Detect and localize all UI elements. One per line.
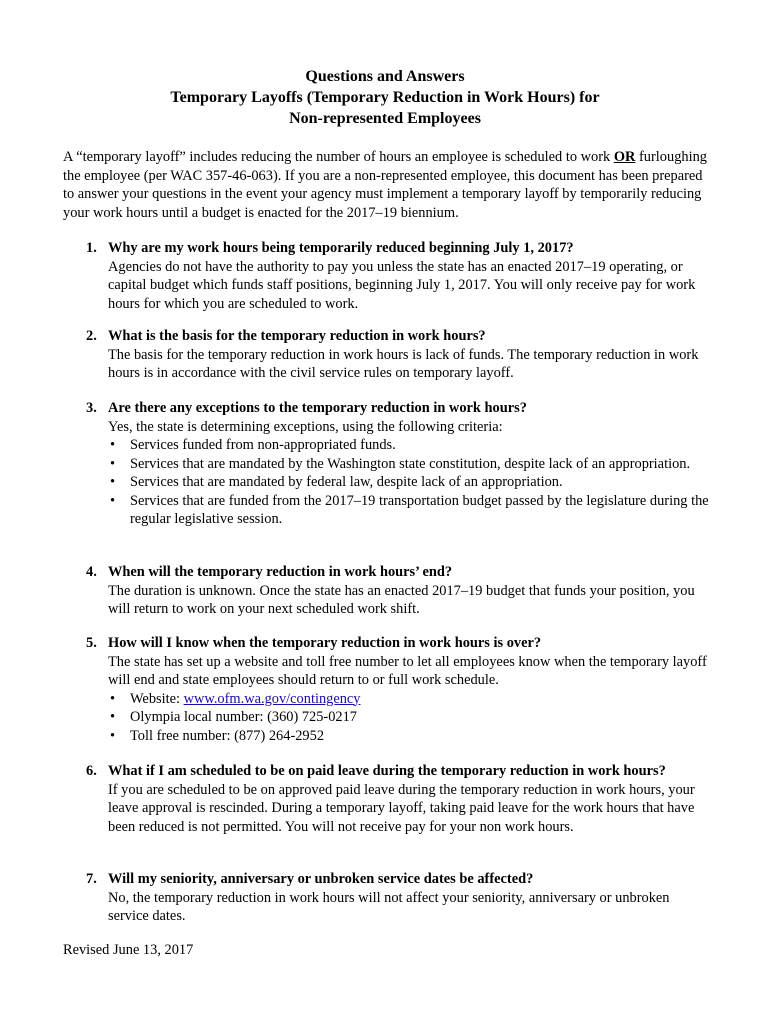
question-5: [86, 634, 711, 745]
answer-text: The state has set up a website and toll free number to let all employees know when the temporary layoff will end and state employees should return to or full work schedule.: [108, 653, 707, 688]
question-4: [86, 563, 711, 619]
question-text: Will my seniority, anniversary or unbroken service dates be affected?: [108, 871, 534, 887]
list-item: • Services funded from non-appropriated funds.: [108, 436, 711, 455]
question-number: 3.: [86, 400, 97, 416]
list-item: • Services that are mandated by federal law, despite lack of an appropriation.: [108, 473, 711, 492]
answer-text: The basis for the temporary reduction in work hours is lack of funds. The temporary reduction in work hours is in accordance with the civil service rules on temporary layoff.: [108, 346, 699, 381]
answer-text: Yes, the state is determining exceptions, using the following criteria:: [108, 418, 503, 435]
answer-text: If you are scheduled to be on approved paid leave during the temporary reduction in work hours, your leave approval is rescinded. During a temporary layoff, taking paid leave for the work hours that have been reduced is not permitted. You will not receive pay for your non work hours.: [108, 781, 695, 835]
document-title: [0, 66, 770, 129]
title-line-1: Questions and Answers: [305, 68, 465, 85]
website-link[interactable]: www.ofm.wa.gov/contingency: [183, 690, 361, 707]
question-text: Are there any exceptions to the temporary reduction in work hours?: [108, 400, 527, 416]
question-3: [86, 399, 711, 529]
question-number: 1.: [86, 240, 97, 256]
criteria-list: [108, 436, 711, 529]
question-text: What is the basis for the temporary reduction in work hours?: [108, 328, 486, 344]
question-1: [86, 239, 711, 313]
question-text: How will I know when the temporary reduction in work hours is over?: [108, 635, 542, 651]
question-6: [86, 762, 711, 836]
question-text: What if I am scheduled to be on paid leave during the temporary reduction in work hours?: [108, 763, 666, 779]
question-number: 4.: [86, 564, 97, 580]
list-item: • Toll free number: (877) 264-2952: [108, 727, 711, 746]
intro-emphasis: OR: [613, 149, 636, 165]
list-item: • Services that are mandated by the Washington state constitution, despite lack of an appropriation.: [108, 455, 711, 474]
list-item: • Services that are funded from the 2017–19 transportation budget passed by the legislature during the regular legislative session.: [108, 492, 711, 529]
question-text: When will the temporary reduction in work hours’ end?: [108, 564, 453, 580]
list-item: • Olympia local number: (360) 725-0217: [108, 708, 711, 727]
revision-date: Revised June 13, 2017: [63, 942, 194, 958]
question-2: [86, 327, 711, 383]
answer-text: Agencies do not have the authority to pay you unless the state has an enacted 2017–19 operating, or capital budget which funds staff positions, beginning July 1, 2017. You will only receive pay for work hours for which you are scheduled to work.: [108, 258, 696, 312]
intro-text-2: furloughing the employee (per WAC 357-46-063). If you are a non-represented employee, this document has been prepared to answer your questions in the event your agency must implement a temporary layoff by temporarily reducing your work hours until a budget is enacted for the 2017–19 biennium.: [63, 149, 707, 221]
title-line-2: Temporary Layoffs (Temporary Reduction in Work Hours) for: [170, 89, 600, 106]
question-7: [86, 870, 711, 926]
website-label: Website:: [130, 690, 184, 707]
intro-paragraph: [63, 148, 713, 222]
question-number: 5.: [86, 635, 97, 651]
list-item: [108, 690, 711, 709]
answer-text: No, the temporary reduction in work hours will not affect your seniority, anniversary or unbroken service dates.: [108, 889, 670, 924]
question-number: 6.: [86, 763, 97, 779]
question-text: Why are my work hours being temporarily reduced beginning July 1, 2017?: [108, 240, 574, 256]
title-line-3: Non-represented Employees: [289, 110, 481, 127]
question-number: 2.: [86, 328, 97, 344]
question-number: 7.: [86, 871, 97, 887]
intro-text-1: A “temporary layoff” includes reducing the number of hours an employee is scheduled to work: [63, 149, 614, 165]
contact-list: [108, 690, 711, 746]
answer-text: The duration is unknown. Once the state has an enacted 2017–19 budget that funds your position, you will return to work on your next scheduled work shift.: [108, 582, 695, 617]
